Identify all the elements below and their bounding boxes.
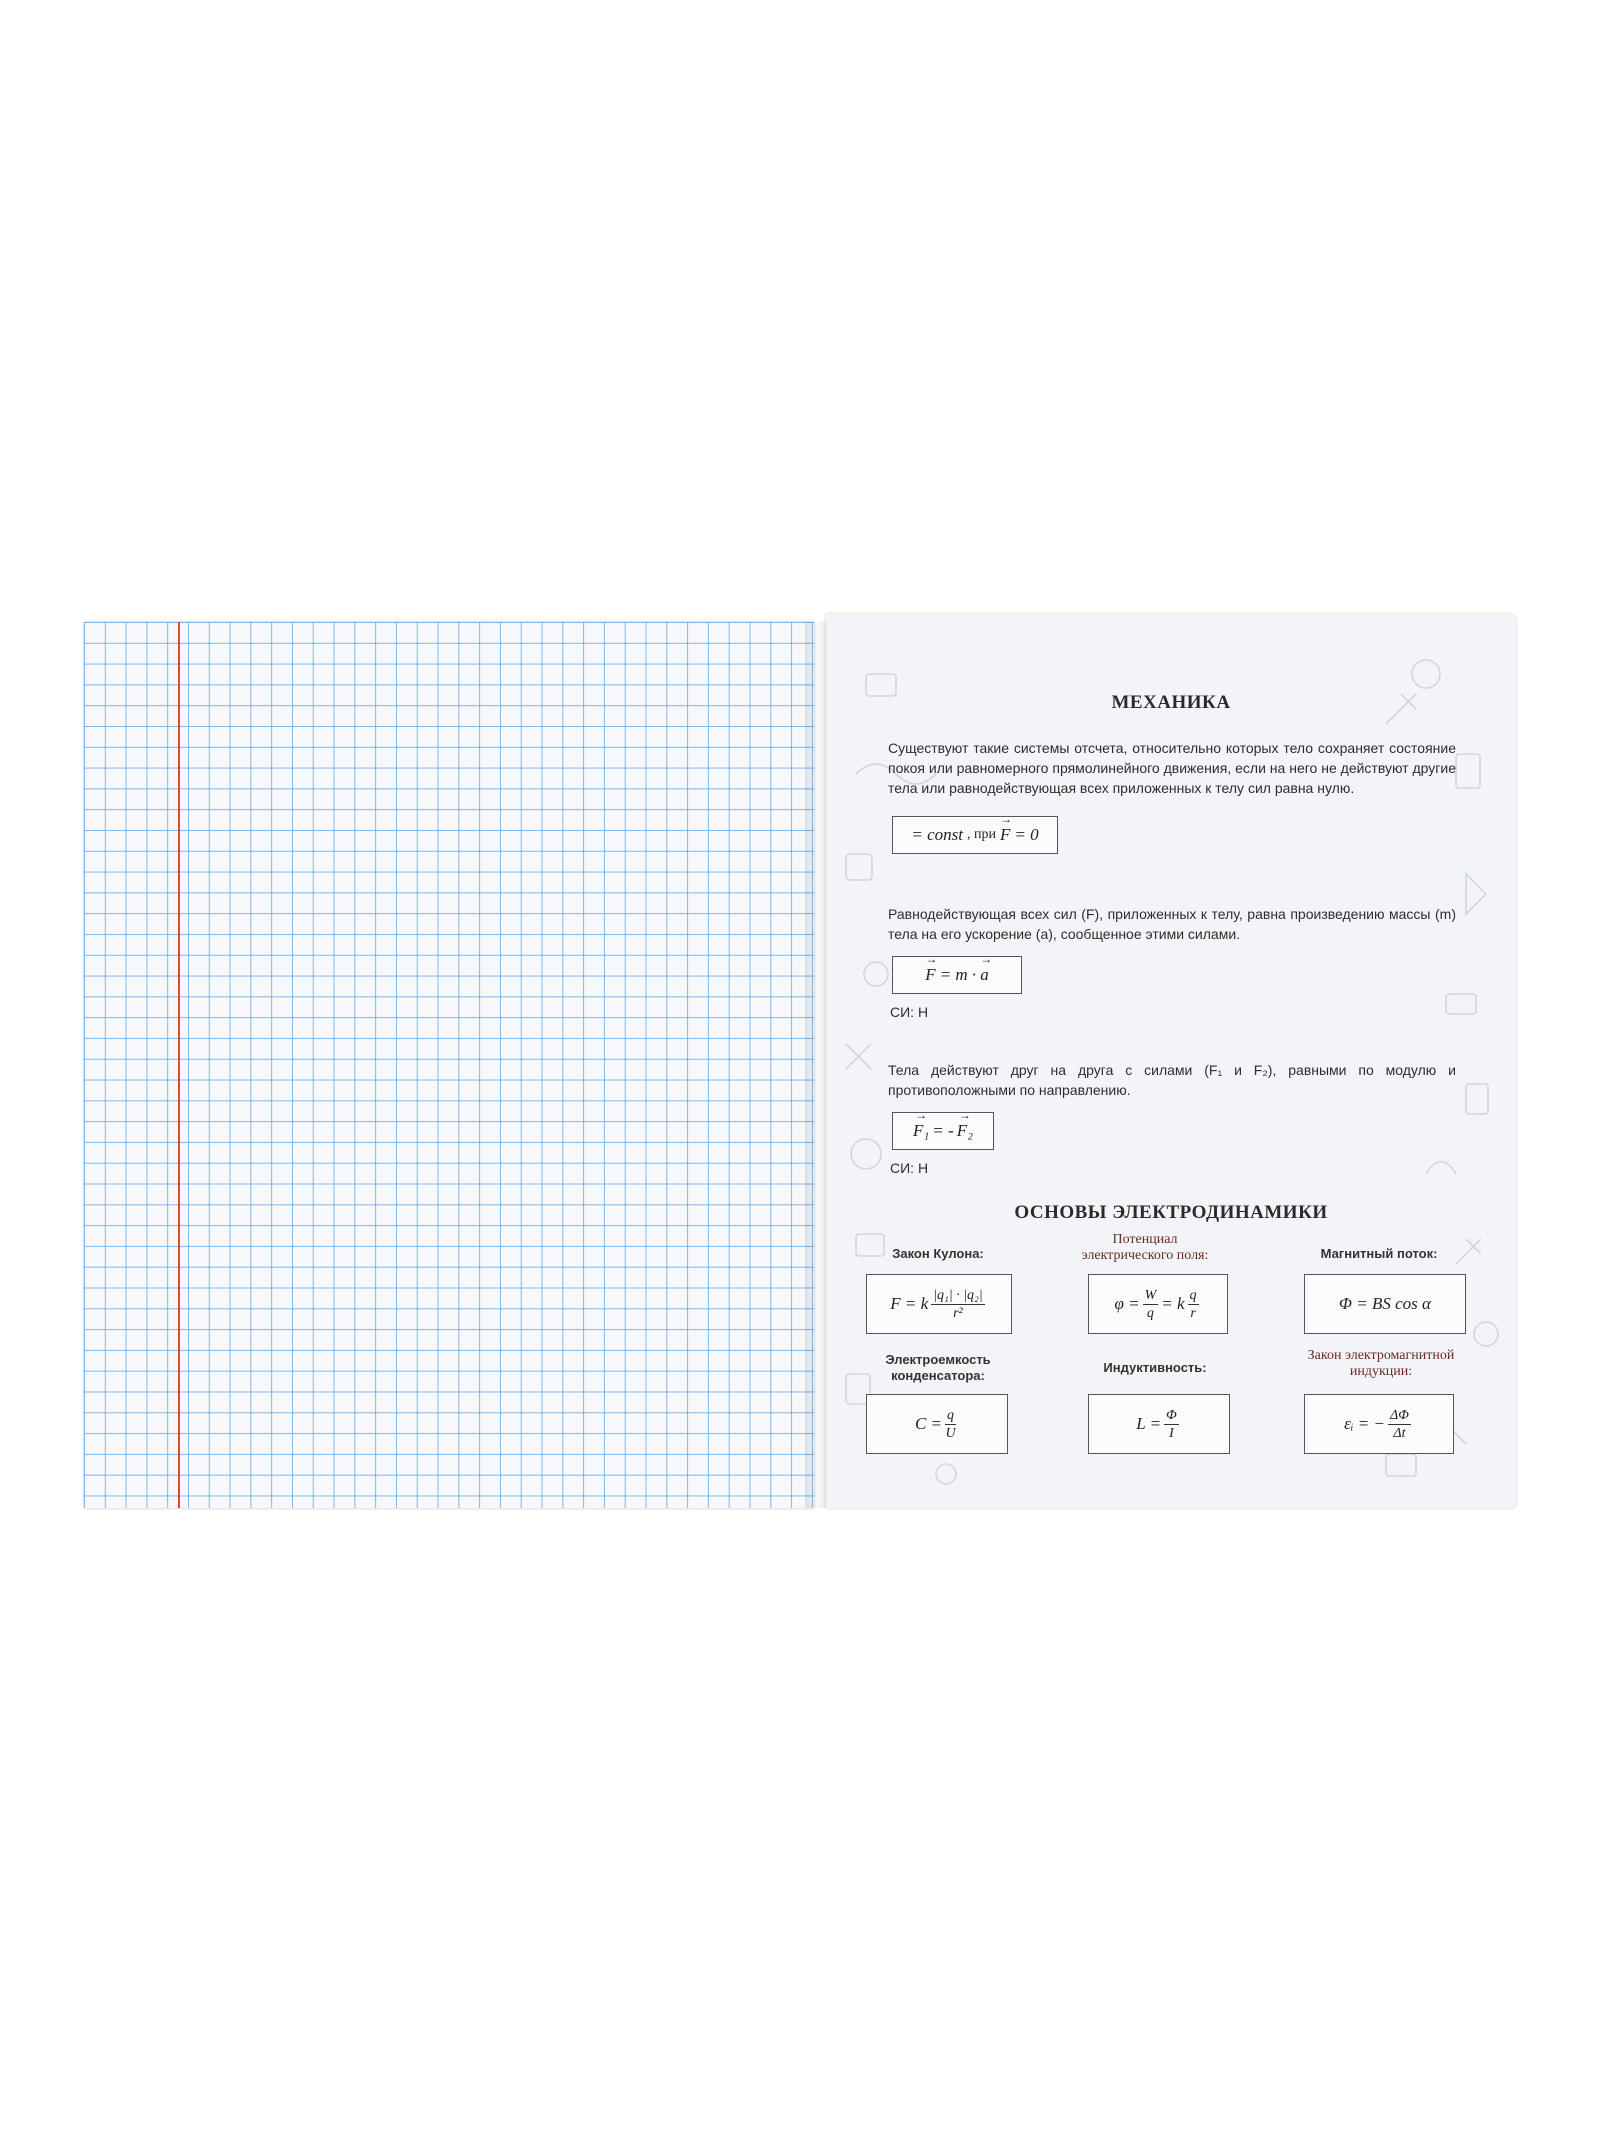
first-law-text: Существуют такие системы отсчета, относительно которых тело сохраняет состояние покоя или равномерного прямолинейного движения, если на него не действуют другие тела или равнодействующая всех приложенных к телу сил равна нулю. [888,740,1456,796]
potential-formula: φ = $\frac{W}{q}$ = k $\frac{q}{r}$ [1088,1274,1228,1334]
inductance-label: Индуктивность: [1103,1360,1207,1375]
em-induction-formula: εᵢ = − $\frac{\Delta\Phi}{\Delta t}$ [1304,1394,1454,1454]
capacitance-label: Электроемкость конденсатора: [885,1352,991,1383]
magnetic-flux-label: Магнитный поток: [1320,1246,1438,1261]
third-law-text: Тела действуют друг на друга с силами (F₁ и F₂), равными по модулю и противоположными по направлению. [888,1062,1456,1098]
coulomb-formula: F = k $\frac{\text{|q₁| · |q₂|}}{\text{r²}}$ [866,1274,1012,1334]
magnetic-flux-formula: Φ = BS cos α [1304,1274,1466,1334]
inductance-formula: L = $\frac{\Phi}{I}$ [1088,1394,1230,1454]
second-law-formula: → F = m · → a [892,956,1022,994]
em-induction-label: Закон электромагнитной индукции: [1307,1348,1455,1379]
si-unit-newton-2: СИ: Н [890,1160,929,1176]
electrodynamics-title: ОСНОВЫ ЭЛЕКТРОДИНАМИКИ [1014,1202,1328,1223]
reference-page [826,614,1516,1508]
third-law-formula: → F₁ = - → F₂ [892,1112,994,1150]
si-unit-newton: СИ: Н [890,1004,929,1020]
capacitance-formula: C = $\frac{q}{U}$ [866,1394,1008,1454]
spine-gutter [805,622,827,1508]
first-law-formula: = const , при → F = 0 [892,816,1058,854]
mechanics-title: МЕХАНИКА [1111,692,1231,713]
red-margin-line [178,622,180,1508]
potential-label: Потенциал электрического поля: [1081,1232,1209,1263]
second-law-text: Равнодействующая всех сил (F), приложенных к телу, равна произведению массы (m) тела на его ускорение (a), сообщенное этими силами. [888,906,1456,942]
coulomb-label: Закон Кулона: [892,1246,984,1261]
grid-notebook-page [84,622,814,1508]
